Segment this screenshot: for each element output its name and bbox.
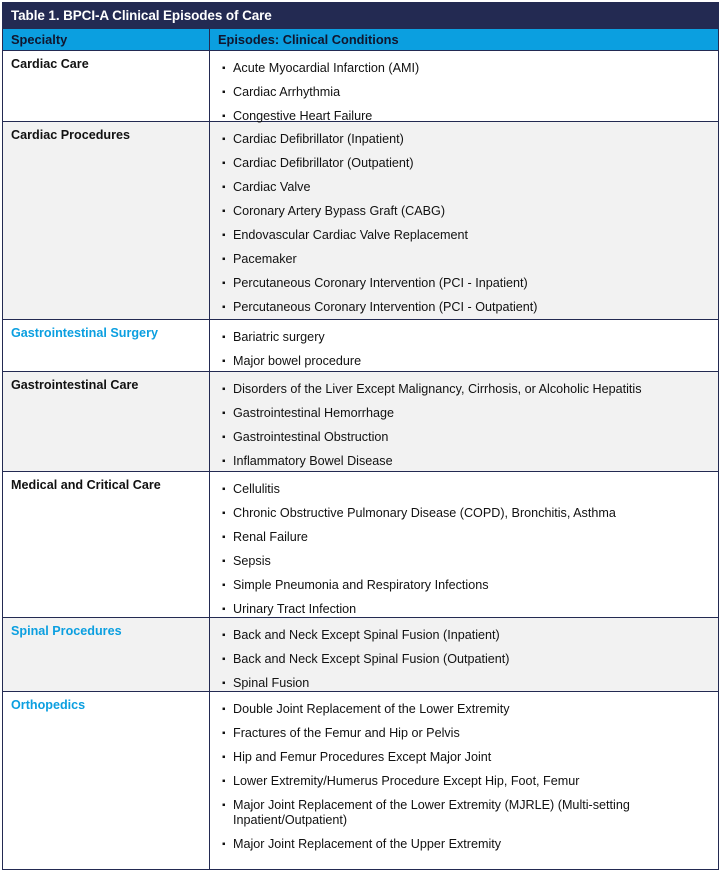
bullet-square-icon: ▪ [222, 383, 226, 395]
episode-label: Hip and Femur Procedures Except Major Joint [233, 749, 492, 764]
episode-list-item [222, 295, 710, 319]
episode-label: Gastrointestinal Obstruction [233, 429, 389, 444]
table-body [3, 51, 718, 869]
episode-label: Cardiac Valve [233, 179, 311, 194]
episode-list-item [222, 525, 710, 549]
bullet-square-icon: ▪ [222, 653, 226, 665]
episode-label: Cardiac Defibrillator (Inpatient) [233, 131, 404, 146]
episode-label: Chronic Obstructive Pulmonary Disease (COPD), Bronchitis, Asthma [233, 505, 616, 520]
bullet-square-icon: ▪ [222, 431, 226, 443]
table-header-row [3, 29, 718, 51]
episode-label: Fractures of the Femur and Hip or Pelvis [233, 725, 460, 740]
episode-label: Cellulitis [233, 481, 280, 496]
bullet-square-icon: ▪ [222, 775, 226, 787]
episode-list-item [222, 793, 710, 832]
episode-list-item [222, 199, 710, 223]
episodes-cell [210, 372, 718, 471]
bullet-square-icon: ▪ [222, 181, 226, 193]
bullet-square-icon: ▪ [222, 229, 226, 241]
column-header-specialty: Specialty [3, 29, 210, 50]
bullet-square-icon: ▪ [222, 799, 226, 811]
episode-list-item [222, 721, 710, 745]
table-row [3, 122, 718, 320]
bullet-square-icon: ▪ [222, 277, 226, 289]
bullet-square-icon: ▪ [222, 603, 226, 615]
episode-label: Major Joint Replacement of the Upper Extremity [233, 836, 502, 851]
episodes-cell [210, 320, 718, 371]
episode-label: Spinal Fusion [233, 675, 310, 690]
bullet-square-icon: ▪ [222, 157, 226, 169]
episode-label: Urinary Tract Infection [233, 601, 357, 616]
episode-list-item [222, 325, 710, 349]
bullet-square-icon: ▪ [222, 531, 226, 543]
episodes-cell [210, 122, 718, 319]
table-row [3, 692, 718, 869]
episodes-cell [210, 618, 718, 691]
bullet-square-icon: ▪ [222, 579, 226, 591]
episode-list-item [222, 501, 710, 525]
episode-label: Cardiac Arrhythmia [233, 84, 341, 99]
episode-label: Renal Failure [233, 529, 308, 544]
episodes-cell [210, 472, 718, 617]
bullet-square-icon: ▪ [222, 331, 226, 343]
episode-list-item [222, 477, 710, 501]
episode-list-item [222, 671, 710, 695]
episode-list-item [222, 127, 710, 151]
episode-list-item [222, 449, 710, 473]
bullet-square-icon: ▪ [222, 205, 226, 217]
episode-label: Pacemaker [233, 251, 297, 266]
episode-list-item [222, 377, 710, 401]
episode-list-item [222, 104, 710, 128]
bullet-square-icon: ▪ [222, 703, 226, 715]
bullet-square-icon: ▪ [222, 301, 226, 313]
specialty-cell: Medical and Critical Care [3, 472, 210, 617]
table-title: Table 1. BPCI-A Clinical Episodes of Care [3, 3, 718, 29]
clinical-episodes-table [2, 2, 719, 870]
episode-label: Bariatric surgery [233, 329, 325, 344]
episode-label: Endovascular Cardiac Valve Replacement [233, 227, 468, 242]
column-header-episodes: Episodes: Clinical Conditions [218, 32, 399, 47]
bullet-square-icon: ▪ [222, 677, 226, 689]
bullet-square-icon: ▪ [222, 62, 226, 74]
episode-list-item [222, 151, 710, 175]
episode-list-item [222, 832, 710, 856]
specialty-cell: Orthopedics [3, 692, 210, 869]
specialty-cell: Gastrointestinal Care [3, 372, 210, 471]
table-row [3, 320, 718, 372]
episode-list-item [222, 175, 710, 199]
bullet-square-icon: ▪ [222, 455, 226, 467]
episode-list-item [222, 223, 710, 247]
table-row [3, 472, 718, 618]
episode-list-item [222, 697, 710, 721]
episode-label: Back and Neck Except Spinal Fusion (Outpatient) [233, 651, 510, 666]
episode-list-item [222, 623, 710, 647]
episode-label: Gastrointestinal Hemorrhage [233, 405, 394, 420]
episodes-cell [210, 692, 718, 869]
bullet-square-icon: ▪ [222, 407, 226, 419]
episode-label: Cardiac Defibrillator (Outpatient) [233, 155, 414, 170]
episode-label: Lower Extremity/Humerus Procedure Except Hip, Foot, Femur [233, 773, 580, 788]
episode-label: Percutaneous Coronary Intervention (PCI - Inpatient) [233, 275, 528, 290]
episode-list-item [222, 549, 710, 573]
bullet-square-icon: ▪ [222, 751, 226, 763]
specialty-cell: Spinal Procedures [3, 618, 210, 691]
episode-label: Acute Myocardial Infarction (AMI) [233, 60, 420, 75]
specialty-cell: Cardiac Care [3, 51, 210, 121]
episode-list-item [222, 425, 710, 449]
episode-label: Sepsis [233, 553, 271, 568]
episode-label: Major Joint Replacement of the Lower Extremity (MJRLE) (Multi-setting Inpatient/Outpatient) [233, 797, 630, 827]
episode-label: Major bowel procedure [233, 353, 362, 368]
bullet-square-icon: ▪ [222, 629, 226, 641]
specialty-cell: Cardiac Procedures [3, 122, 210, 319]
episode-list-item [222, 647, 710, 671]
episode-list-item [222, 401, 710, 425]
table-row [3, 372, 718, 472]
episode-list-item [222, 80, 710, 104]
bullet-square-icon: ▪ [222, 86, 226, 98]
episode-list-item [222, 349, 710, 373]
episode-list-item [222, 573, 710, 597]
episode-label: Coronary Artery Bypass Graft (CABG) [233, 203, 446, 218]
episode-label: Disorders of the Liver Except Malignancy, Cirrhosis, or Alcoholic Hepatitis [233, 381, 642, 396]
episode-list-item [222, 597, 710, 621]
bullet-square-icon: ▪ [222, 507, 226, 519]
bullet-square-icon: ▪ [222, 253, 226, 265]
episode-list-item [222, 247, 710, 271]
bullet-square-icon: ▪ [222, 133, 226, 145]
episode-list-item [222, 271, 710, 295]
bullet-square-icon: ▪ [222, 483, 226, 495]
episode-label: Simple Pneumonia and Respiratory Infections [233, 577, 489, 592]
episode-label: Inflammatory Bowel Disease [233, 453, 393, 468]
episode-list-item [222, 769, 710, 793]
table-row [3, 51, 718, 122]
episode-label: Percutaneous Coronary Intervention (PCI - Outpatient) [233, 299, 538, 314]
episode-label: Double Joint Replacement of the Lower Extremity [233, 701, 510, 716]
episode-label: Congestive Heart Failure [233, 108, 373, 123]
bullet-square-icon: ▪ [222, 838, 226, 850]
bullet-square-icon: ▪ [222, 555, 226, 567]
table-row [3, 618, 718, 692]
specialty-cell: Gastrointestinal Surgery [3, 320, 210, 371]
bullet-square-icon: ▪ [222, 110, 226, 122]
episodes-cell [210, 51, 718, 121]
bullet-square-icon: ▪ [222, 355, 226, 367]
bullet-square-icon: ▪ [222, 727, 226, 739]
episode-label: Back and Neck Except Spinal Fusion (Inpatient) [233, 627, 500, 642]
episode-list-item [222, 56, 710, 80]
episode-list-item [222, 745, 710, 769]
